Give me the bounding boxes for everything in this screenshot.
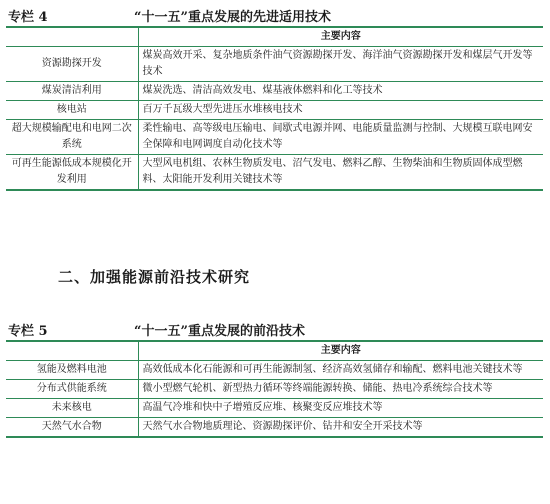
box-5-table — [6, 342, 543, 438]
row-field: 资源勘探开发 — [6, 47, 138, 82]
row-field: 核电站 — [6, 101, 138, 120]
row-content: 高温气冷堆和快中子增殖反应堆、核聚变反应堆技术等 — [138, 399, 543, 418]
table-row — [6, 399, 543, 418]
row-content: 微小型燃气轮机、新型热力循环等终端能源转换、储能、热电冷系统综合技术等 — [138, 380, 543, 399]
header-field-cell — [6, 28, 138, 47]
table-row — [6, 47, 543, 82]
box-5-title: “十一五”重点发展的前沿技术 — [134, 324, 305, 339]
row-field: 超大规模输配电和电网二次系统 — [6, 120, 138, 155]
row-content: 柔性输电、高等级电压输电、间歇式电源并网、电能质量监测与控制、大规模互联电网安全保障和电网调度自动化技术等 — [138, 120, 543, 155]
box-4 — [6, 2, 543, 191]
table-row — [6, 101, 543, 120]
row-content: 高效低成本化石能源和可再生能源制氢、经济高效氢储存和输配、燃料电池关键技术等 — [138, 361, 543, 380]
table-row — [6, 120, 543, 155]
box-4-title: “十一五”重点发展的先进适用技术 — [134, 10, 331, 25]
section-heading: 二、加强能源前沿技术研究 — [58, 268, 251, 286]
table-row — [6, 380, 543, 399]
box-5-number: 专栏 5 — [8, 324, 48, 339]
row-content: 百万千瓦级大型先进压水堆核电技术 — [138, 101, 543, 120]
row-field: 分布式供能系统 — [6, 380, 138, 399]
box-4-number: 专栏 4 — [8, 10, 48, 25]
table-row — [6, 82, 543, 101]
row-field: 未来核电 — [6, 399, 138, 418]
table-row — [6, 361, 543, 380]
box-5-header — [6, 316, 543, 342]
table-header-row — [6, 28, 543, 47]
row-field: 天然气水合物 — [6, 418, 138, 438]
box-4-table — [6, 28, 543, 191]
box-5 — [6, 316, 543, 438]
row-content: 煤炭洗选、清洁高效发电、煤基液体燃料和化工等技术 — [138, 82, 543, 101]
row-content: 煤炭高效开采、复杂地质条件油气资源勘探开发、海洋油气资源勘探开发和煤层气开发等技术 — [138, 47, 543, 82]
row-field: 氢能及燃料电池 — [6, 361, 138, 380]
row-field: 可再生能源低成本规模化开发利用 — [6, 155, 138, 191]
table-row — [6, 155, 543, 191]
row-field: 煤炭清洁利用 — [6, 82, 138, 101]
header-main-content: 主要内容 — [138, 28, 543, 47]
table-row — [6, 418, 543, 438]
table-header-row — [6, 342, 543, 361]
row-content: 大型风电机组、农林生物质发电、沼气发电、燃料乙醇、生物柴油和生物质固体成型燃料、太阳能开发利用关键技术等 — [138, 155, 543, 191]
box-4-header — [6, 2, 543, 28]
row-content: 天然气水合物地质理论、资源勘探评价、钻井和安全开采技术等 — [138, 418, 543, 438]
header-field-cell — [6, 342, 138, 361]
header-main-content: 主要内容 — [138, 342, 543, 361]
